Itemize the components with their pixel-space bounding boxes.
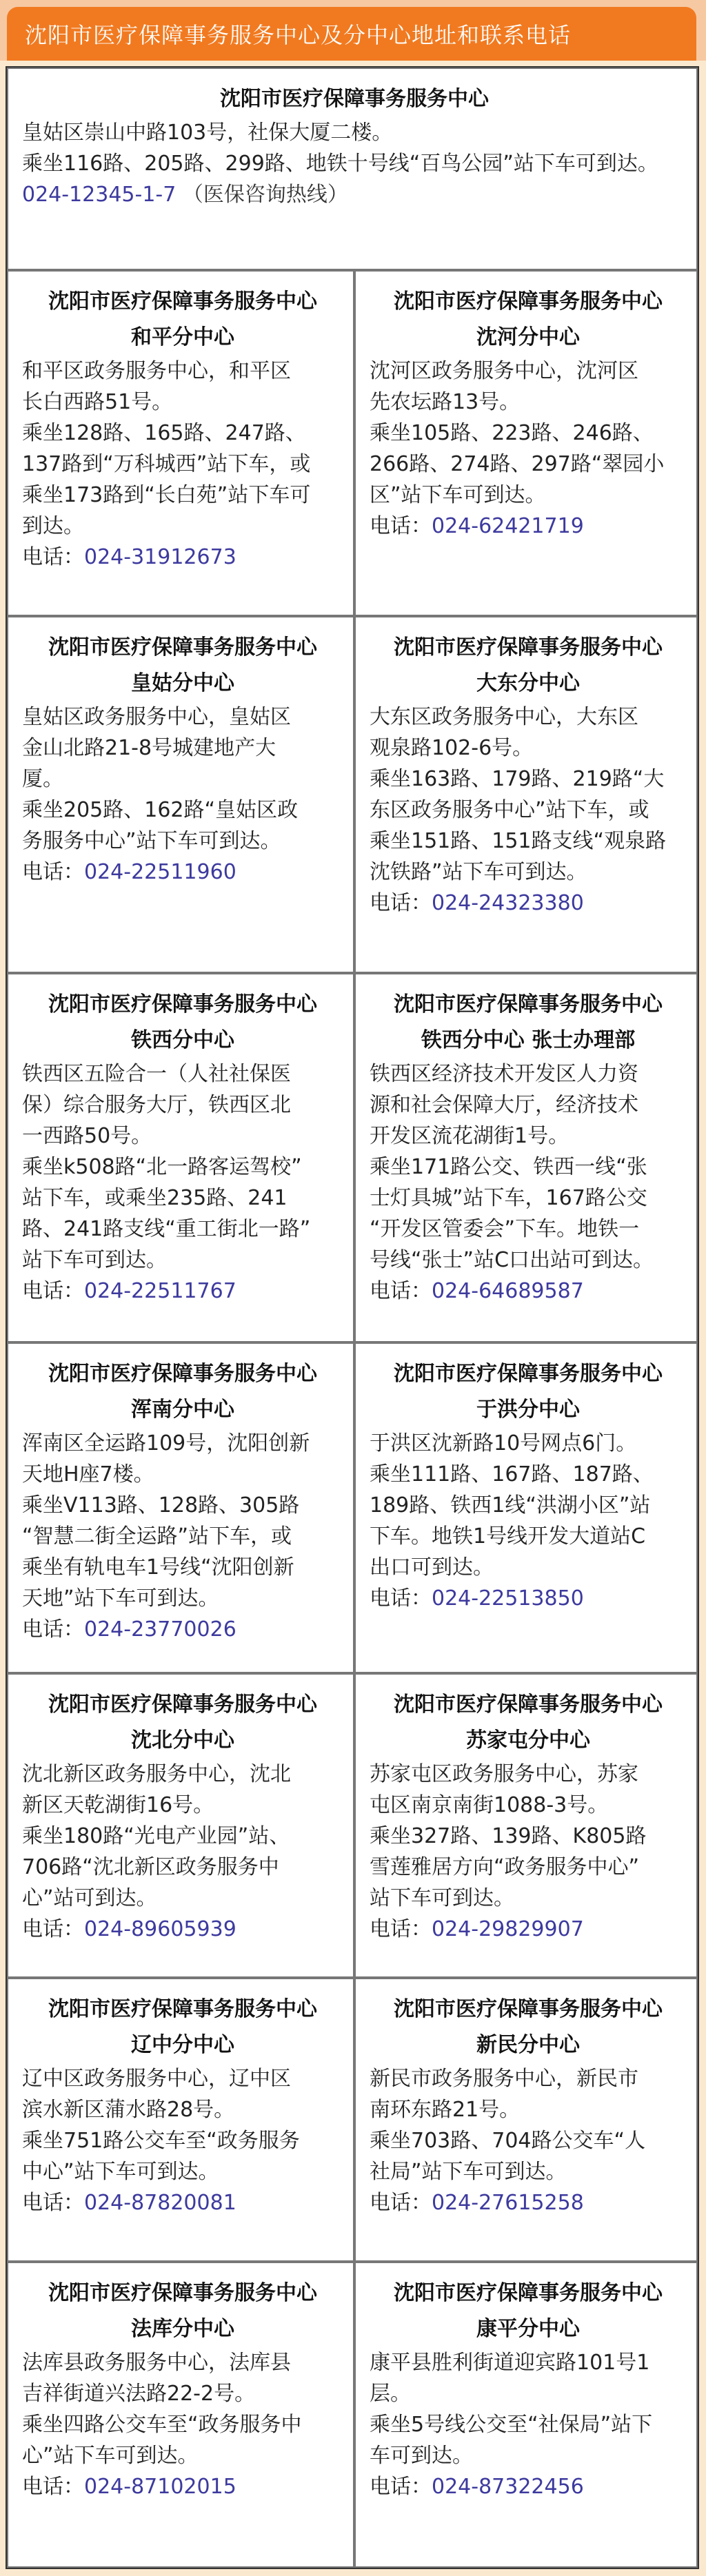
main-center-transit: 乘坐116路、205路、299路、地铁十号线“百鸟公园”站下车可到达。 — [22, 152, 658, 176]
branch-body-line: 士灯具城”站下车，167路公交 — [370, 1186, 647, 1210]
branch-phone-line — [22, 1914, 343, 1945]
branch-body-line: 乘坐105路、223路、246路、 — [370, 421, 654, 445]
phone-label: 电话： — [22, 2191, 84, 2215]
branch-body-line: 乘坐k508路“北一路客运驾校” — [22, 1155, 302, 1179]
branch-cell — [7, 1978, 354, 2262]
branch-body-line: 乘坐163路、179路、219路“大 — [370, 767, 665, 791]
branch-body-line: 心”站下车可到达。 — [22, 2444, 199, 2468]
phone-number[interactable]: 024-87820081 — [84, 2191, 236, 2215]
branch-cell — [7, 1673, 354, 1978]
branch-body-line: 乘坐180路“光电产业园”站、 — [22, 1824, 290, 1848]
branch-subtitle: 沈河分中心 — [476, 325, 580, 349]
branch-phone-line — [22, 2187, 343, 2218]
branch-body-line: 东区政务服务中心”站下车，或 — [370, 798, 649, 822]
branch-phone-line — [22, 1614, 343, 1645]
branch-body-line: 乘坐703路、704路公交车“人 — [370, 2129, 646, 2153]
branch-body-line: 于洪区沈新路10号网点6门。 — [370, 1431, 637, 1455]
branch-body-line: 保）综合服务大厅，铁西区北 — [22, 1093, 291, 1117]
branch-body-line: 下车。地铁1号线开发大道站C — [370, 1524, 646, 1548]
branch-body-line: 189路、铁西1线“洪湖小区”站 — [370, 1493, 651, 1517]
branch-subtitle: 苏家屯分中心 — [466, 1728, 590, 1752]
branch-phone-line — [370, 511, 687, 542]
header-banner — [0, 0, 706, 61]
branch-body-line: 新民市政务服务中心，新民市 — [370, 2067, 638, 2091]
branch-body-line: 屯区南京南街1088-3号。 — [370, 1793, 609, 1817]
contact-table — [6, 66, 699, 2569]
branch-subtitle: 法库分中心 — [131, 2317, 234, 2341]
branch-body-line: 社局”站下车可到达。 — [370, 2160, 567, 2184]
branch-body-line: 新区天乾湖街16号。 — [22, 1793, 214, 1817]
branch-body-line: 和平区政务服务中心，和平区 — [22, 359, 291, 383]
branch-title: 沈阳市医疗保障事务服务中心 — [48, 2281, 317, 2305]
branch-title: 沈阳市医疗保障事务服务中心 — [394, 2281, 663, 2305]
branch-body-line: 天地”站下车可到达。 — [22, 1586, 219, 1611]
branch-cell — [7, 616, 354, 973]
branch-phone-line — [370, 1276, 687, 1307]
phone-number[interactable]: 024-23770026 — [84, 1617, 236, 1642]
branch-body-line: 乘坐171路公交、铁西一线“张 — [370, 1155, 647, 1179]
branch-subtitle: 浑南分中心 — [131, 1398, 234, 1422]
branch-body-line: 沈河区政务服务中心，沈河区 — [370, 359, 638, 383]
branch-body-line: 沈铁路”站下车可到达。 — [370, 860, 587, 884]
branch-body-line: 南环东路21号。 — [370, 2098, 521, 2122]
branch-subtitle: 和平分中心 — [131, 325, 234, 349]
phone-number[interactable]: 024-22511960 — [84, 860, 236, 884]
branch-body-line: 站下车可到达。 — [22, 1248, 167, 1272]
branch-body-line: “开发区管委会”下车。地铁一 — [370, 1217, 640, 1241]
branch-cell — [354, 1673, 698, 1978]
phone-number[interactable]: 024-22511767 — [84, 1279, 236, 1303]
phone-label: 电话： — [370, 1279, 432, 1303]
branch-body-line: 706路“沈北新区政务服务中 — [22, 1855, 279, 1879]
branch-body-line: 雪莲雅居方向“政务服务中心” — [370, 1855, 640, 1879]
main-center-cell — [7, 68, 698, 270]
branch-phone-line — [22, 542, 343, 573]
phone-label: 电话： — [370, 891, 432, 915]
branch-title: 沈阳市医疗保障事务服务中心 — [48, 635, 317, 660]
branch-cell — [354, 270, 698, 616]
branch-body-line: 乘坐173路到“长白苑”站下车可 — [22, 483, 311, 507]
branch-title: 沈阳市医疗保障事务服务中心 — [48, 289, 317, 314]
main-center-title: 沈阳市医疗保障事务服务中心 — [220, 87, 489, 111]
branch-cell — [354, 2262, 698, 2568]
branch-body-line: 长白西路51号。 — [22, 390, 173, 414]
branch-title: 沈阳市医疗保障事务服务中心 — [394, 1997, 663, 2021]
phone-number[interactable]: 024-24323380 — [432, 891, 584, 915]
branch-body-line: 铁西区五险合一（人社社保医 — [22, 1062, 291, 1086]
branch-subtitle: 皇姑分中心 — [131, 671, 234, 695]
branch-subtitle: 辽中分中心 — [131, 2033, 234, 2057]
branch-body-line: 乘坐327路、139路、K805路 — [370, 1824, 647, 1848]
branch-body-line: 金山北路21-8号城建地产大 — [22, 736, 276, 760]
branch-body-line: 乘坐751路公交车至“政务服务 — [22, 2129, 300, 2153]
branch-subtitle: 沈北分中心 — [131, 1728, 234, 1752]
branch-body-line: 先农坛路13号。 — [370, 390, 521, 414]
branch-cell — [354, 1342, 698, 1673]
branch-body-line: 乘坐111路、167路、187路、 — [370, 1462, 654, 1486]
branch-title: 沈阳市医疗保障事务服务中心 — [394, 1362, 663, 1386]
branch-body-line: 滨水新区蒲水路28号。 — [22, 2098, 235, 2122]
branch-subtitle: 康平分中心 — [476, 2317, 580, 2341]
phone-label: 电话： — [22, 2475, 84, 2499]
branch-body-line: 浑南区全运路109号，沈阳创新 — [22, 1431, 310, 1455]
branch-cell — [7, 1342, 354, 1673]
branch-body-line: 开发区流花湖街1号。 — [370, 1124, 569, 1148]
branch-title: 沈阳市医疗保障事务服务中心 — [48, 1362, 317, 1386]
branch-body-line: 区”站下车可到达。 — [370, 483, 546, 507]
branch-body-line: 心”站可到达。 — [22, 1886, 157, 1910]
branch-phone-line — [22, 1276, 343, 1307]
branch-phone-line — [370, 2187, 687, 2218]
branch-body-line: 厦。 — [22, 767, 63, 791]
branch-title: 沈阳市医疗保障事务服务中心 — [48, 992, 317, 1016]
branch-subtitle: 铁西分中心 — [131, 1028, 234, 1052]
main-center-address: 皇姑区崇山中路103号，社保大厦二楼。 — [22, 121, 393, 145]
phone-label: 电话： — [370, 2475, 432, 2499]
branch-cell — [354, 1978, 698, 2262]
branch-body-line: 路、241路支线“重工街北一路” — [22, 1217, 311, 1241]
branch-body-line: 266路、274路、297路“翠园小 — [370, 452, 665, 476]
branch-cell — [7, 973, 354, 1342]
branch-body-line: 苏家屯区政务服务中心，苏家 — [370, 1762, 638, 1786]
phone-number[interactable]: 024-22513850 — [432, 1586, 584, 1611]
branch-body-line: 一西路50号。 — [22, 1124, 152, 1148]
branch-body-line: 康平县胜利街道迎宾路101号1 — [370, 2351, 650, 2375]
phone-number[interactable]: 024-89605939 — [84, 1917, 236, 1941]
branch-subtitle: 于洪分中心 — [476, 1398, 580, 1422]
branch-body-line: 铁西区经济技术开发区人力资 — [370, 1062, 638, 1086]
branch-body-line: 站下车，或乘坐235路、241 — [22, 1186, 288, 1210]
phone-label: 电话： — [22, 1279, 84, 1303]
branch-body-line: 乘坐128路、165路、247路、 — [22, 421, 306, 445]
branch-body-line: 乘坐151路、151路支线“观泉路 — [370, 829, 667, 853]
main-center-phone-note: （医保咨询热线） — [182, 183, 348, 207]
branch-body-line: 法库县政务服务中心，法库县 — [22, 2351, 291, 2375]
branch-phone-line — [370, 2471, 687, 2502]
phone-number[interactable]: 024-29829907 — [432, 1917, 584, 1941]
branch-title: 沈阳市医疗保障事务服务中心 — [394, 1693, 663, 1717]
phone-label: 电话： — [370, 1917, 432, 1941]
branch-body-line: 源和社会保障大厅，经济技术 — [370, 1093, 638, 1117]
branch-title: 沈阳市医疗保障事务服务中心 — [48, 1693, 317, 1717]
branch-cell — [7, 2262, 354, 2568]
phone-number[interactable]: 024-64689587 — [432, 1279, 584, 1303]
branch-body-line: 乘坐205路、162路“皇姑区政 — [22, 798, 299, 822]
branch-body-line: 乘坐有轨电车1号线“沈阳创新 — [22, 1555, 294, 1580]
branch-body-line: 观泉路102-6号。 — [370, 736, 534, 760]
phone-label: 电话： — [22, 860, 84, 884]
branch-body-line: 中心”站下车可到达。 — [22, 2160, 219, 2184]
branch-body-line: 沈北新区政务服务中心，沈北 — [22, 1762, 291, 1786]
branch-body-line: “智慧二街全运路”站下车，或 — [22, 1524, 292, 1548]
phone-label: 电话： — [22, 1617, 84, 1642]
branch-body-line: 到达。 — [22, 514, 84, 538]
phone-number[interactable]: 024-62421719 — [432, 514, 584, 538]
branch-body-line: 务服务中心”站下车可到达。 — [22, 829, 281, 853]
phone-label: 电话： — [370, 514, 432, 538]
branch-body-line: 车可到达。 — [370, 2444, 473, 2468]
main-center-phone[interactable]: 024-12345-1-7 — [22, 183, 176, 207]
branch-phone-line — [370, 1914, 687, 1945]
branch-body-line: 层。 — [370, 2382, 411, 2406]
page-title: 沈阳市医疗保障事务服务中心及分中心地址和联系电话 — [7, 7, 696, 61]
branch-body-line: 乘坐V113路、128路、305路 — [22, 1493, 300, 1517]
branch-body-line: 皇姑区政务服务中心，皇姑区 — [22, 705, 291, 729]
branch-title: 沈阳市医疗保障事务服务中心 — [394, 289, 663, 314]
phone-label: 电话： — [22, 1917, 84, 1941]
branch-subtitle: 铁西分中心 张士办理部 — [421, 1028, 636, 1052]
branch-subtitle: 新民分中心 — [476, 2033, 580, 2057]
branch-body-line: 乘坐5号线公交至“社保局”站下 — [370, 2413, 653, 2437]
branch-cell — [7, 270, 354, 616]
branch-cell — [354, 616, 698, 973]
phone-number[interactable]: 024-31912673 — [84, 545, 236, 569]
branch-phone-line — [370, 888, 687, 919]
branch-body-line: 137路到“万科城西”站下车，或 — [22, 452, 311, 476]
branch-title: 沈阳市医疗保障事务服务中心 — [394, 635, 663, 660]
phone-number[interactable]: 024-27615258 — [432, 2191, 584, 2215]
branch-phone-line — [370, 1583, 687, 1614]
branch-body-line: 辽中区政务服务中心，辽中区 — [22, 2067, 291, 2091]
branch-subtitle: 大东分中心 — [476, 671, 580, 695]
branch-phone-line — [22, 857, 343, 888]
phone-number[interactable]: 024-87102015 — [84, 2475, 236, 2499]
branch-title: 沈阳市医疗保障事务服务中心 — [394, 992, 663, 1016]
branch-body-line: 号线“张士”站C口出站可到达。 — [370, 1248, 654, 1272]
branch-body-line: 大东区政务服务中心，大东区 — [370, 705, 638, 729]
branch-body-line: 出口可到达。 — [370, 1555, 494, 1580]
phone-label: 电话： — [370, 1586, 432, 1611]
branch-body-line: 吉祥街道兴法路22-2号。 — [22, 2382, 256, 2406]
branch-body-line: 站下车可到达。 — [370, 1886, 514, 1910]
phone-number[interactable]: 024-87322456 — [432, 2475, 584, 2499]
branch-body-line: 乘坐四路公交车至“政务服务中 — [22, 2413, 302, 2437]
main-center-phone-line — [22, 179, 687, 210]
branch-body-line: 天地H座7楼。 — [22, 1462, 154, 1486]
phone-label: 电话： — [22, 545, 84, 569]
branch-phone-line — [22, 2471, 343, 2502]
branch-cell — [354, 973, 698, 1342]
phone-label: 电话： — [370, 2191, 432, 2215]
branch-title: 沈阳市医疗保障事务服务中心 — [48, 1997, 317, 2021]
